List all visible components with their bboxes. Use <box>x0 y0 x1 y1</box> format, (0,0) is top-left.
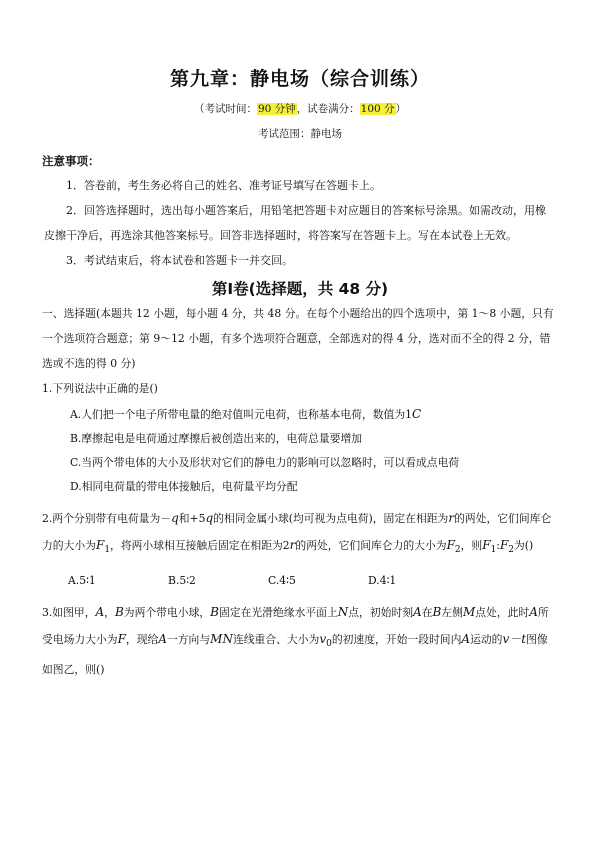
stem-text: 和+5 <box>178 512 206 525</box>
var-a: A <box>461 632 471 647</box>
subscript: 1 <box>490 545 497 556</box>
notice-title: 注意事项： <box>42 154 100 168</box>
var-v: v <box>319 632 327 647</box>
score-prefix: ，试卷满分： <box>296 103 360 115</box>
var-a: A <box>158 632 167 647</box>
option-a <box>70 402 556 427</box>
option-b: B.摩擦起电是电荷通过摩擦后被创造出来的，电荷总量要增加 <box>70 432 363 445</box>
subscript: 0 <box>326 639 332 650</box>
time-prefix: （考试时间： <box>193 103 257 115</box>
exam-page <box>0 64 600 864</box>
subscript: 1 <box>104 545 111 556</box>
var-f: F <box>482 538 491 552</box>
var-r: r <box>289 538 296 552</box>
var-b: B <box>210 605 219 620</box>
question-stem: 1.下列说法中正确的是() <box>42 382 158 395</box>
var-f: F <box>95 538 105 552</box>
stem-text: 运动的 <box>470 633 503 647</box>
stem-text: 3.如图甲， <box>42 606 96 620</box>
var-b: B <box>432 605 442 620</box>
stem-text: 所受电场力大小为 <box>42 606 549 647</box>
stem-text: 左侧 <box>441 606 463 620</box>
option-a-text: A.人们把一个电子所带电量的绝对值叫元电荷，也称基本电荷，数值为1 <box>70 408 413 421</box>
question-2 <box>44 505 556 593</box>
exam-score-highlight: 100 分 <box>360 103 395 115</box>
page-title: 第九章：静电场（综合训练） <box>169 68 430 90</box>
stem-text: 2.两个分别带有电荷量为－ <box>42 512 172 525</box>
var-a: A <box>95 605 105 620</box>
exam-meta <box>44 101 556 116</box>
option-d: D.4∶1 <box>368 574 397 588</box>
var-m: M <box>462 605 476 620</box>
var-q: q <box>171 511 179 525</box>
stem-text: ，将两小球相互接触后固定在相距为2 <box>110 539 290 552</box>
option-d: D.相同电荷量的带电体接触后，电荷量平均分配 <box>70 480 298 493</box>
option-a: A.5∶1 <box>68 574 96 588</box>
stem-text: 为() <box>514 539 534 552</box>
stem-text: 连线重合、大小为 <box>232 633 320 647</box>
stem-text: 的两处，它们间库仑力的大小为 <box>42 512 552 552</box>
stem-text: 固定在光滑绝缘水平面上 <box>219 606 338 620</box>
stem-text: 在 <box>421 606 433 620</box>
option-a-unit: C <box>412 407 422 421</box>
stem-text: 的两处，它们间库仑力的大小为 <box>295 539 447 552</box>
var-f: F <box>499 538 509 552</box>
var-vt: v－t <box>502 632 527 647</box>
stem-text: 点，初始时刻 <box>348 606 414 620</box>
var-q: q <box>205 511 214 525</box>
notice-list <box>44 173 556 273</box>
var-f: F <box>446 538 455 552</box>
stem-text: 为两个带电小球， <box>123 606 211 620</box>
var-a: A <box>529 605 538 620</box>
ratio-colon: : <box>496 539 500 552</box>
section-title: 第Ⅰ卷(选择题，共 48 分) <box>211 280 389 298</box>
option-c: C.4∶5 <box>268 574 296 588</box>
question-1 <box>44 376 556 499</box>
var-r: r <box>448 511 455 525</box>
option-c: C.当两个带电体的大小及形状对它们的静电力的影响可以忽略时，可以看成点电荷 <box>70 456 460 469</box>
stem-text: ， <box>104 606 115 620</box>
stem-text: 图像如图乙，则() <box>42 633 548 677</box>
question-stem <box>42 505 556 563</box>
notice-item: 2．回答选择题时，选出每小题答案后，用铅笔把答题卡对应题目的答案标号涂黑。如需改动，用橡皮擦干净后，再选涂其他答案标号。回答非选择题时，将答案写在答题卡上。写在本试卷上无效。 <box>44 204 546 242</box>
section-intro: 一、选择题(本题共 12 小题，每小题 4 分，共 48 分。在每个小题给出的四个选项中，第 1～8 小题，只有一个选项符合题意；第 9～12 小题，有多个选项符合题意，全部选对的得 4 分，选对而不全的得 2 分，错选或不选的得 0 分) <box>42 307 554 370</box>
meta-suffix: ） <box>395 103 407 115</box>
stem-text: 的初速度，开始一段时间内 <box>331 633 462 647</box>
stem-text: 的相同金属小球(均可视为点电荷)，固定在相距为 <box>213 512 449 525</box>
option-b: B.5∶2 <box>168 574 196 588</box>
notice-item: 1．答卷前，考生务必将自己的姓名、准考证号填写在答题卡上。 <box>66 179 381 192</box>
var-f: F <box>117 632 126 647</box>
var-a: A <box>413 605 422 620</box>
stem-text: 点处，此时 <box>475 606 530 620</box>
subscript: 2 <box>454 545 461 556</box>
question-3 <box>44 599 556 683</box>
var-n: N <box>337 605 349 620</box>
subscript: 2 <box>508 545 514 556</box>
question-stem <box>42 599 556 683</box>
stem-text: ，则 <box>460 539 483 552</box>
notice-item: 3．考试结束后，将本试卷和答题卡一并交回。 <box>66 254 293 267</box>
exam-range: 考试范围：静电场 <box>258 128 342 140</box>
options-row <box>68 569 556 593</box>
var-mn: MN <box>210 632 233 647</box>
var-b: B <box>114 605 124 620</box>
exam-time-highlight: 90 分钟 <box>257 103 296 115</box>
stem-text: ，现给 <box>125 633 159 647</box>
stem-text: 一方向与 <box>166 633 211 647</box>
